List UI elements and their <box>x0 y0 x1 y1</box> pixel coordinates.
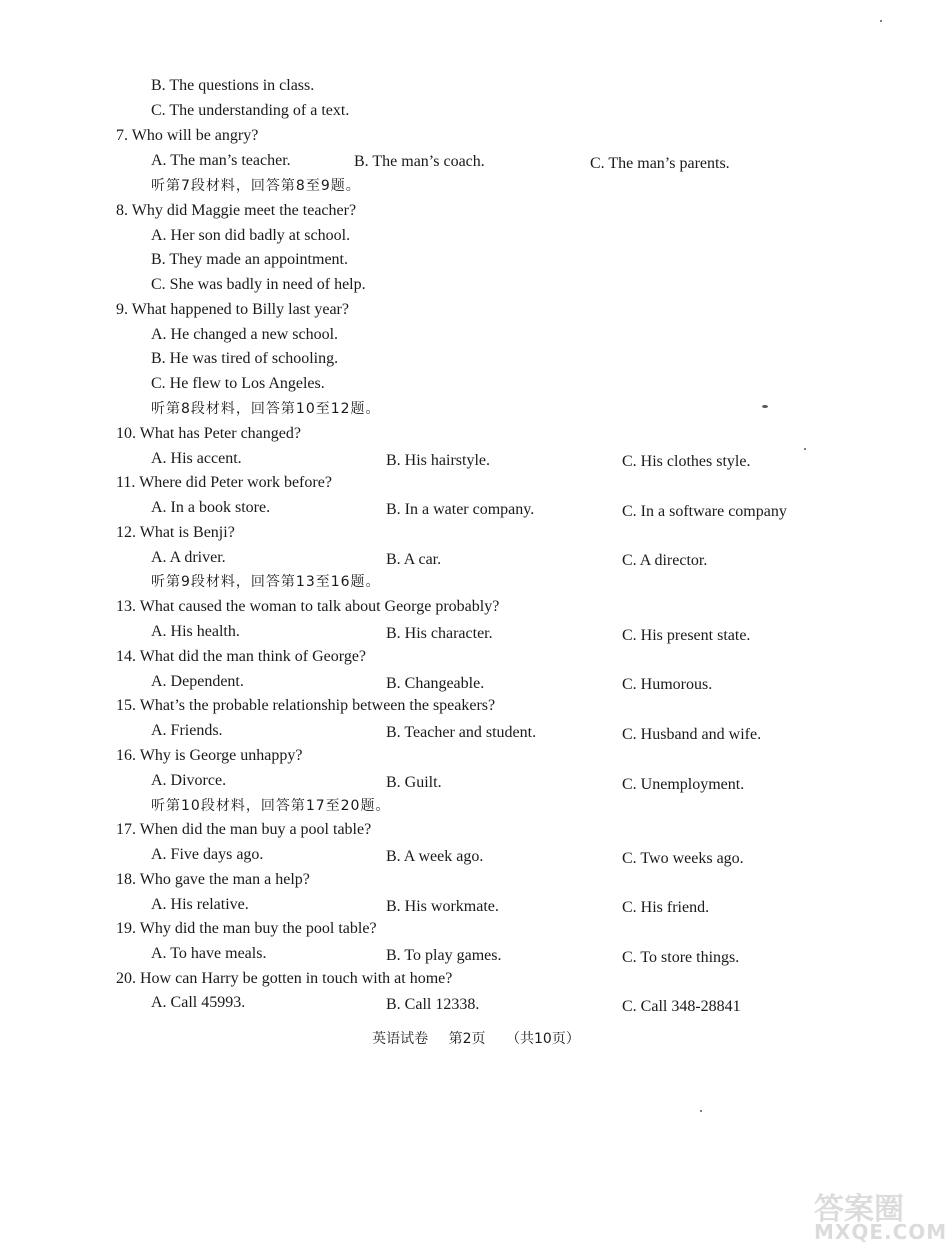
option-a: A. Five days ago. <box>151 846 264 863</box>
question-text: 18. Who gave the man a help? <box>116 871 310 888</box>
option-b: B. Teacher and student. <box>386 724 537 741</box>
option-c: C. His present state. <box>622 627 751 644</box>
option-b: B. To play games. <box>386 947 502 964</box>
option-b: B. Call 12338. <box>386 996 480 1013</box>
question-text: 14. What did the man think of George? <box>116 648 367 665</box>
scan-speck <box>762 405 768 408</box>
question-text: 8. Why did Maggie meet the teacher? <box>116 202 357 219</box>
option-b: B. He was tired of schooling. <box>151 350 339 367</box>
watermark-domain: MXQE.COM <box>814 1220 948 1244</box>
option-b: B. Guilt. <box>386 774 442 791</box>
section-instruction: 听第7段材料，回答第8至9题。 <box>151 178 361 194</box>
option-a: A. Dependent. <box>151 673 244 690</box>
question-text: 9. What happened to Billy last year? <box>116 301 349 318</box>
question-text: 20. How can Harry be gotten in touch with at home? <box>116 970 453 987</box>
scan-speck <box>880 20 882 22</box>
section-instruction: 听第8段材料，回答第10至12题。 <box>151 401 381 417</box>
page-footer <box>0 1028 952 1048</box>
option-c: C. Call 348-28841 <box>622 998 741 1015</box>
option-c: C. His clothes style. <box>622 453 751 470</box>
option-b: B. In a water company. <box>386 501 535 518</box>
question-text: 11. Where did Peter work before? <box>116 474 332 491</box>
option-a: A. Divorce. <box>151 772 227 789</box>
option-b: B. They made an appointment. <box>151 251 348 268</box>
option-c: C. To store things. <box>622 949 740 966</box>
option-c: C. He flew to Los Angeles. <box>151 375 325 392</box>
question-text: 7. Who will be angry? <box>116 127 259 144</box>
option-b: B. His workmate. <box>386 898 499 915</box>
question-text: 16. Why is George unhappy? <box>116 747 303 764</box>
option-b: B. His character. <box>386 625 493 642</box>
option-a: A. The man’s teacher. <box>151 152 291 169</box>
question-text: 13. What caused the woman to talk about George probably? <box>116 598 500 615</box>
footer-total-pages: （共10页） <box>506 1031 580 1047</box>
option-a: A. His health. <box>151 623 240 640</box>
option-c: C. A director. <box>622 552 708 569</box>
scan-speck <box>700 1110 702 1112</box>
footer-page-number: 第2页 <box>448 1031 486 1047</box>
option-c: C. Humorous. <box>622 676 713 693</box>
option-a: A. In a book store. <box>151 499 271 516</box>
question-text: 19. Why did the man buy the pool table? <box>116 920 377 937</box>
question-text: 15. What’s the probable relationship between the speakers? <box>116 697 496 714</box>
question-text: 10. What has Peter changed? <box>116 425 301 442</box>
option-b: B. His hairstyle. <box>386 452 490 469</box>
option-a: A. Friends. <box>151 722 223 739</box>
option-b: B. Changeable. <box>386 675 485 692</box>
option-a: A. He changed a new school. <box>151 326 339 343</box>
section-instruction: 听第10段材料，回答第17至20题。 <box>151 798 391 814</box>
footer-subject: 英语试卷 <box>372 1031 429 1047</box>
option-a: A. To have meals. <box>151 945 267 962</box>
option-c: C. The man’s parents. <box>590 155 730 172</box>
option-a: A. His accent. <box>151 450 242 467</box>
watermark-title: 答案圈 <box>814 1192 904 1227</box>
question-text: 17. When did the man buy a pool table? <box>116 821 372 838</box>
option-b: B. A week ago. <box>386 848 484 865</box>
scan-speck <box>804 448 806 450</box>
option-b: B. A car. <box>386 551 442 568</box>
option-c: C. Two weeks ago. <box>622 850 744 867</box>
option-a: A. His relative. <box>151 896 249 913</box>
option-text: C. The understanding of a text. <box>151 102 350 119</box>
question-text: 12. What is Benji? <box>116 524 235 541</box>
option-c: C. In a software company <box>622 503 787 520</box>
option-c: C. She was badly in need of help. <box>151 276 366 293</box>
option-a: A. Call 45993. <box>151 994 246 1011</box>
option-c: C. His friend. <box>622 899 710 916</box>
option-a: A. A driver. <box>151 549 226 566</box>
site-watermark-logo <box>814 1184 948 1244</box>
section-instruction: 听第9段材料，回答第13至16题。 <box>151 574 381 590</box>
option-c: C. Husband and wife. <box>622 726 762 743</box>
option-text: B. The questions in class. <box>151 77 315 94</box>
option-a: A. Her son did badly at school. <box>151 227 351 244</box>
option-c: C. Unemployment. <box>622 776 745 793</box>
option-b: B. The man’s coach. <box>354 153 485 170</box>
